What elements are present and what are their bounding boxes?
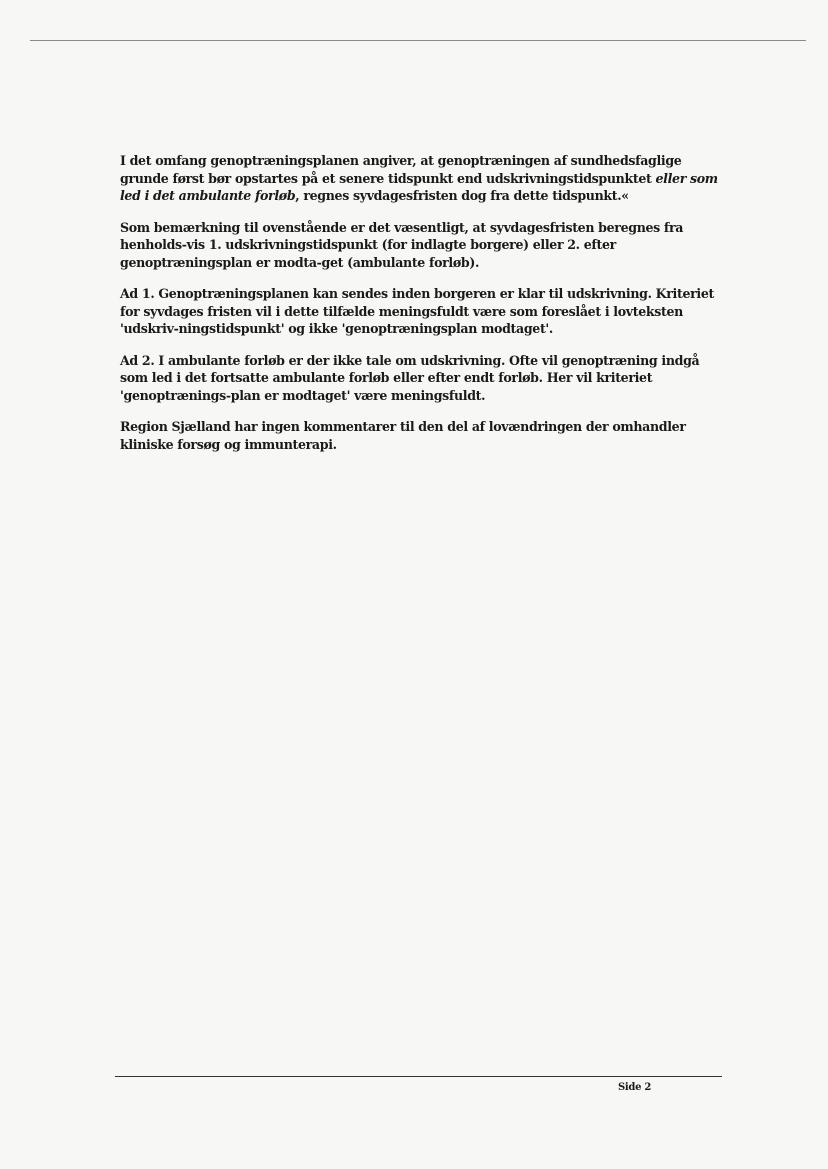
page-number: Side 2 — [618, 1082, 652, 1093]
top-rule — [30, 40, 806, 41]
body-text — [120, 152, 720, 467]
footer-rule — [115, 1076, 722, 1077]
paragraph-1-tail: , regnes syvdagesfristen dog fra dette tidspunkt.« — [295, 188, 629, 203]
paragraph-1 — [120, 152, 720, 205]
paragraph-2: Som bemærkning til ovenstående er det væsentligt, at syvdagesfristen beregnes fra henholds-vis 1. udskrivningstidspunkt (for indlagte borgere) eller 2. efter genoptræningsplan er modta-get (ambulante forløb). — [120, 219, 684, 270]
paragraph-4: Ad 2. I ambulante forløb er der ikke tale om udskrivning. Ofte vil genoptræning indgå som led i det fortsatte ambulante forløb eller efter endt forløb. Her vil kriteriet 'genoptrænings-plan er modtaget' være meningsfuldt. — [120, 352, 700, 403]
paragraph-5: Region Sjælland har ingen kommentarer til den del af lovændringen der omhandler kliniske forsøg og immunterapi. — [120, 419, 686, 452]
paragraph-3: Ad 1. Genoptræningsplanen kan sendes inden borgeren er klar til udskrivning. Kriteriet for syvdages fristen vil i dette tilfælde meningsfuldt være som foreslået i lovteksten 'udskriv-ningstidspunkt' og ikke 'genoptræningsplan modtaget'. — [120, 286, 714, 336]
paragraph-1-emphasis: eller som led i det ambulante forløb — [120, 170, 718, 203]
paragraph-1-text: I det omfang genoptræningsplanen angiver, at genoptræningen af sundhedsfaglige grunde først bør opstartes på et senere tidspunkt end udskrivningstidspunktet — [120, 153, 682, 186]
